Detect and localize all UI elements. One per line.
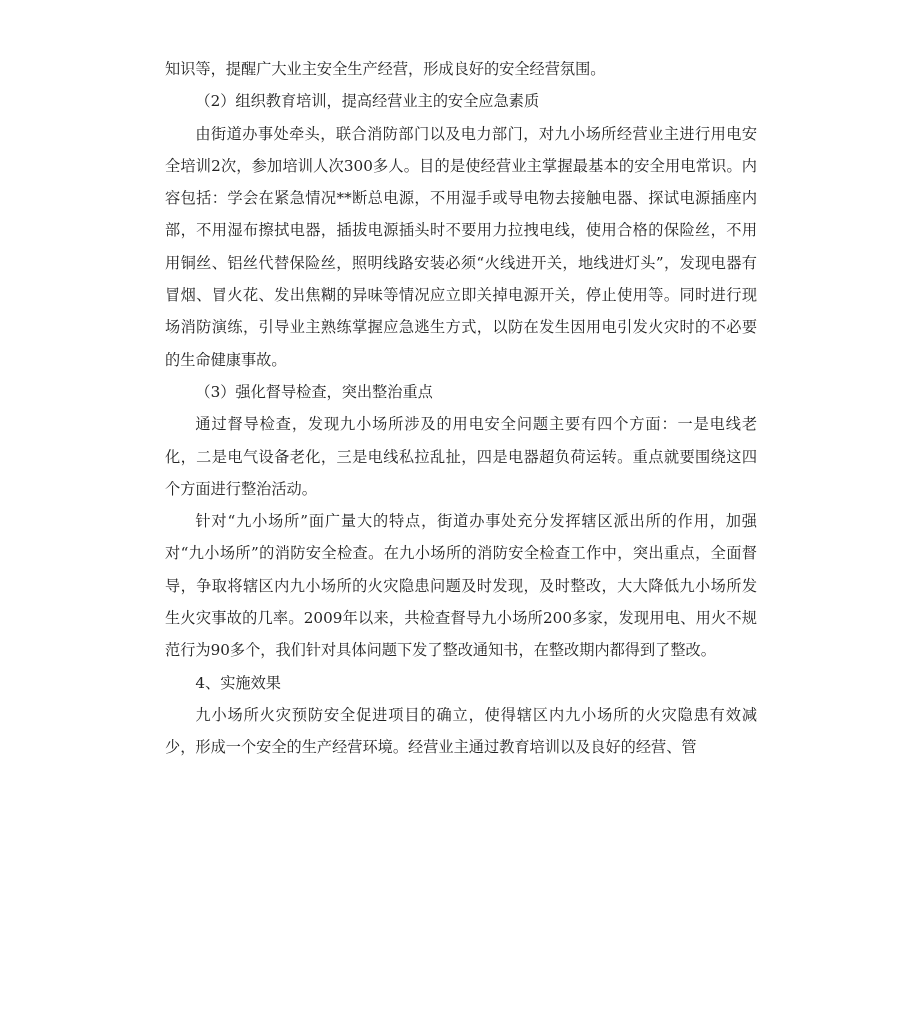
paragraph-training: 由街道办事处牵头，联合消防部门以及电力部门，对九小场所经营业主进行用电安全培训2次，参加培训人次300多人。目的是使经营业主掌握最基本的安全用电常识。内容包括：学会在紧急情况**断总电源，不用湿手或导电物去接触电器、探试电源插座内部，不用湿布擦拭电器，插拔电源插头时不要用力拉拽电线，使用合格的保险丝，不用用铜丝、铝丝代替保险丝，照明线路安装必须“火线进开关，地线进灯头”，发现电器有冒烟、冒火花、发出焦糊的异味等情况应立即关掉电源开关，停止使用等。同时进行现场消防演练，引导业主熟练掌握应急逃生方式，以防在发生因用电引发火灾时的不必要的生命健康事故。 <box>165 124 757 369</box>
heading-results: 4、实施效果 <box>195 673 281 692</box>
heading-education-training: （2）组织教育培训，提高经营业主的安全应急素质 <box>195 92 540 111</box>
paragraph-results: 九小场所火灾预防安全促进项目的确立，使得辖区内九小场所的火灾隐患有效减少，形成一个安全的生产经营环境。经营业主通过教育培训以及良好的经营、管 <box>165 705 757 757</box>
paragraph-fire-check: 针对“九小场所”面广量大的特点，街道办事处充分发挥辖区派出所的作用，加强对“九小场所”的消防安全检查。在九小场所的消防安全检查工作中，突出重点，全面督导，争取将辖区内九小场所的火灾隐患问题及时发现，及时整改，大大降低九小场所发生火灾事故的几率。2009年以来，共检查督导九小场所200多家，发现用电、用火不规范行为90多个，我们针对具体问题下发了整改通知书，在整改期内都得到了整改。 <box>165 512 757 660</box>
paragraph-inspection: 通过督导检查，发现九小场所涉及的用电安全问题主要有四个方面：一是电线老化，二是电气设备老化，三是电线私拉乱扯，四是电器超负荷运转。重点就要围绕这四个方面进行整治活动。 <box>165 415 757 498</box>
heading-supervision: （3）强化督导检查，突出整治重点 <box>195 382 433 401</box>
paragraph-continuation: 知识等，提醒广大业主安全生产经营，形成良好的安全经营氛围。 <box>165 60 606 78</box>
document-body <box>165 53 757 764</box>
